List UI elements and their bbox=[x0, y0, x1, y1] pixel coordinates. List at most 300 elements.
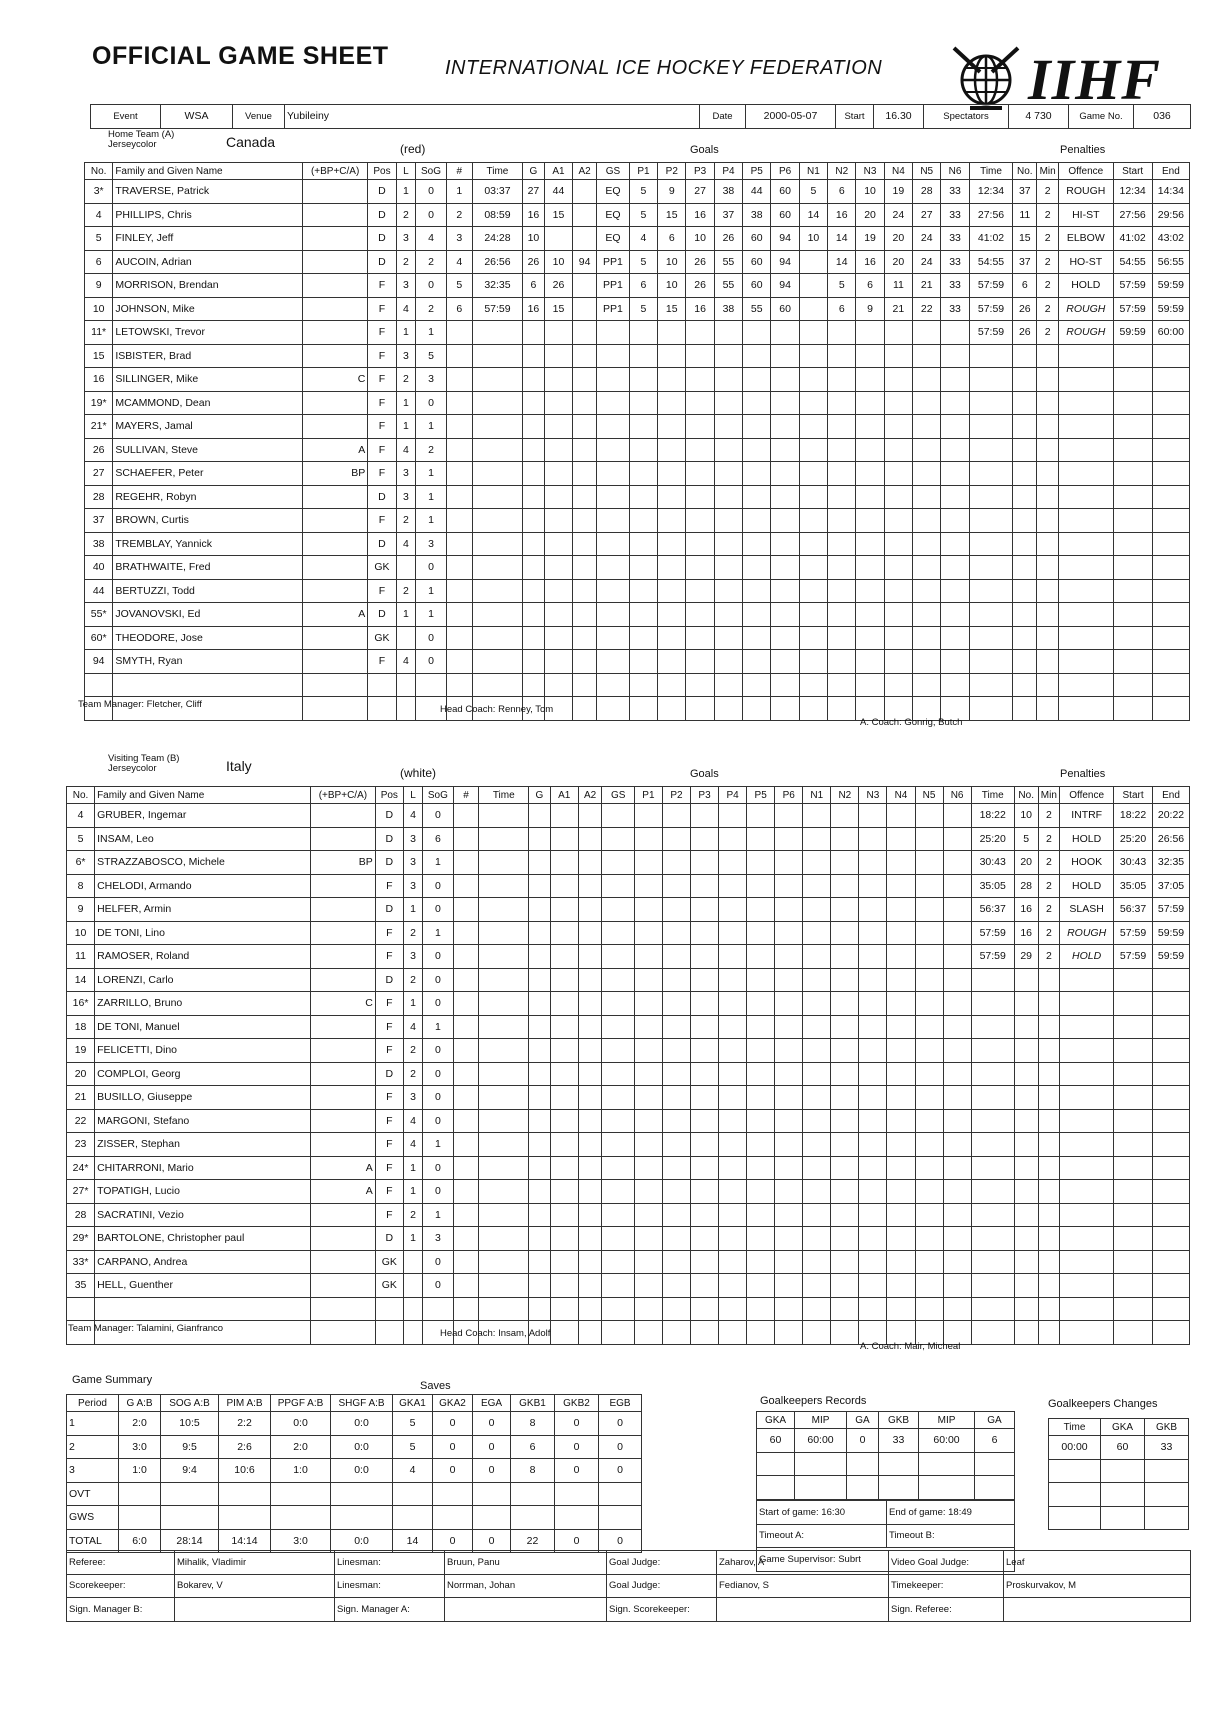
penalty-cell: 57:59 bbox=[969, 297, 1013, 321]
penalty-cell bbox=[969, 415, 1013, 439]
goal-cell: 10 bbox=[523, 227, 545, 251]
player-bp bbox=[311, 874, 376, 898]
player-pos: D bbox=[368, 250, 396, 274]
goal-cell bbox=[913, 556, 941, 580]
end-of-game: End of game: 18:49 bbox=[887, 1501, 1015, 1525]
penalty-cell bbox=[1038, 1039, 1060, 1063]
goal-cell: 6 bbox=[658, 227, 686, 251]
goal-cell bbox=[573, 462, 597, 486]
goal-cell bbox=[578, 992, 602, 1016]
goal-cell bbox=[859, 1180, 887, 1204]
table-row bbox=[85, 485, 1190, 509]
table-row bbox=[67, 827, 1190, 851]
goal-cell: 26 bbox=[686, 250, 714, 274]
penalty-cell bbox=[1038, 1015, 1060, 1039]
goal-judge-label-2: Goal Judge: bbox=[607, 1574, 717, 1598]
player-pos: F bbox=[368, 368, 396, 392]
gk-cell: 0 bbox=[847, 1429, 879, 1453]
penalty-cell: HOOK bbox=[1060, 851, 1114, 875]
goal-cell bbox=[771, 673, 799, 697]
goal-cell bbox=[479, 1062, 529, 1086]
penalty-cell bbox=[1060, 1015, 1114, 1039]
player-sog: 0 bbox=[423, 1156, 453, 1180]
player-bp: C bbox=[311, 992, 376, 1016]
goal-cell bbox=[573, 438, 597, 462]
goal-cell bbox=[799, 697, 827, 721]
table-row bbox=[67, 1435, 642, 1459]
player-l: 3 bbox=[403, 874, 422, 898]
goal-cell bbox=[573, 509, 597, 533]
goal-cell: PP1 bbox=[597, 297, 630, 321]
goal-cell bbox=[691, 921, 719, 945]
goal-cell bbox=[799, 250, 827, 274]
goal-cell bbox=[573, 227, 597, 251]
table-row bbox=[67, 804, 1190, 828]
goal-cell bbox=[550, 1156, 578, 1180]
player-no: 44 bbox=[85, 579, 113, 603]
goal-cell bbox=[887, 851, 915, 875]
goal-cell bbox=[943, 945, 971, 969]
scorekeeper-value: Bokarev, V bbox=[175, 1574, 335, 1598]
penalty-cell bbox=[971, 968, 1014, 992]
goal-cell bbox=[719, 804, 747, 828]
goal-cell bbox=[803, 1227, 831, 1251]
player-l: 4 bbox=[396, 532, 416, 556]
penalty-cell bbox=[1014, 1156, 1038, 1180]
goal-cell bbox=[597, 626, 630, 650]
home-goal-col: P5 bbox=[743, 163, 771, 180]
goal-cell bbox=[913, 344, 941, 368]
goal-cell bbox=[472, 509, 522, 533]
player-name: RAMOSER, Roland bbox=[95, 945, 311, 969]
goal-cell bbox=[831, 804, 859, 828]
goal-cell bbox=[799, 274, 827, 298]
goal-cell bbox=[578, 827, 602, 851]
player-pos: F bbox=[368, 650, 396, 674]
penalty-cell bbox=[1038, 1062, 1060, 1086]
penalty-cell bbox=[969, 556, 1013, 580]
goal-cell bbox=[915, 1133, 943, 1157]
goal-cell bbox=[544, 650, 572, 674]
goal-cell bbox=[597, 321, 630, 345]
visitor-col-name: Family and Given Name bbox=[95, 787, 311, 804]
summary-cell: 0:0 bbox=[331, 1529, 393, 1553]
goal-cell bbox=[686, 509, 714, 533]
player-l: 3 bbox=[403, 827, 422, 851]
goal-cell bbox=[446, 368, 472, 392]
goal-cell bbox=[859, 804, 887, 828]
penalty-cell bbox=[969, 368, 1013, 392]
goal-cell bbox=[602, 1156, 634, 1180]
game-supervisor: Game Supervisor: Subrt bbox=[757, 1548, 1015, 1572]
goal-cell bbox=[714, 579, 742, 603]
player-no: 27* bbox=[67, 1180, 95, 1204]
goal-cell bbox=[831, 1015, 859, 1039]
goal-cell bbox=[550, 804, 578, 828]
goal-cell bbox=[943, 827, 971, 851]
goal-cell bbox=[453, 1133, 479, 1157]
sign-manager-b-field bbox=[175, 1598, 335, 1622]
goal-cell bbox=[550, 1203, 578, 1227]
visitor-goal-col: G bbox=[529, 787, 551, 804]
goal-cell bbox=[714, 650, 742, 674]
penalty-cell bbox=[1113, 650, 1152, 674]
home-head-coach: Head Coach: Renney, Tom bbox=[440, 703, 554, 715]
goal-cell bbox=[828, 603, 856, 627]
table-row bbox=[1049, 1483, 1189, 1507]
summary-cell: 22 bbox=[511, 1529, 555, 1553]
player-pos: F bbox=[375, 945, 403, 969]
timeout-b: Timeout B: bbox=[887, 1524, 1015, 1548]
penalty-cell bbox=[1152, 673, 1189, 697]
penalty-cell bbox=[1114, 1274, 1153, 1298]
goal-cell: 10 bbox=[658, 274, 686, 298]
goal-cell bbox=[629, 603, 657, 627]
goal-cell bbox=[915, 1250, 943, 1274]
goal-cell bbox=[446, 462, 472, 486]
goal-cell bbox=[747, 898, 775, 922]
penalty-cell bbox=[1059, 579, 1113, 603]
summary-col: GKB2 bbox=[555, 1395, 599, 1412]
goal-judge-value-1: Zaharov, A bbox=[717, 1551, 889, 1575]
player-l: 3 bbox=[396, 462, 416, 486]
goal-cell bbox=[747, 1156, 775, 1180]
gk-col: MIP bbox=[795, 1412, 847, 1429]
goal-cell bbox=[719, 1203, 747, 1227]
penalty-cell bbox=[1114, 968, 1153, 992]
player-bp: BP bbox=[311, 851, 376, 875]
player-sog: 1 bbox=[416, 579, 447, 603]
visitor-goal-col: N6 bbox=[943, 787, 971, 804]
goal-cell bbox=[446, 438, 472, 462]
player-l: 3 bbox=[396, 485, 416, 509]
goal-cell bbox=[743, 532, 771, 556]
player-l: 2 bbox=[403, 921, 422, 945]
penalty-cell: 57:59 bbox=[1113, 274, 1152, 298]
goal-cell bbox=[743, 462, 771, 486]
player-bp bbox=[302, 391, 367, 415]
goal-cell bbox=[602, 1203, 634, 1227]
goal-cell bbox=[662, 921, 690, 945]
goal-cell bbox=[658, 438, 686, 462]
gk-changes-table bbox=[1048, 1418, 1189, 1530]
penalty-cell bbox=[1114, 1015, 1153, 1039]
goal-cell bbox=[662, 1156, 690, 1180]
summary-col: Period bbox=[67, 1395, 119, 1412]
goal-cell bbox=[831, 1180, 859, 1204]
goal-cell: 22 bbox=[913, 297, 941, 321]
penalty-cell: 57:59 bbox=[1114, 945, 1153, 969]
goal-cell bbox=[743, 509, 771, 533]
goal-cell bbox=[544, 509, 572, 533]
penalty-cell bbox=[1114, 992, 1153, 1016]
timeout-a: Timeout A: bbox=[757, 1524, 887, 1548]
goal-cell bbox=[662, 1133, 690, 1157]
table-row bbox=[1049, 1459, 1189, 1483]
sign-referee: Sign. Referee: bbox=[889, 1598, 1004, 1622]
goal-cell: 03:37 bbox=[472, 180, 522, 204]
penalty-cell: 60:00 bbox=[1152, 321, 1189, 345]
summary-cell: 0 bbox=[555, 1459, 599, 1483]
player-sog bbox=[416, 673, 447, 697]
player-l: 1 bbox=[396, 415, 416, 439]
goal-cell bbox=[775, 1203, 803, 1227]
player-no: 14 bbox=[67, 968, 95, 992]
penalty-cell bbox=[1014, 1227, 1038, 1251]
player-l: 2 bbox=[403, 1203, 422, 1227]
goal-cell bbox=[887, 1180, 915, 1204]
penalty-cell bbox=[1013, 509, 1037, 533]
goal-cell bbox=[634, 992, 662, 1016]
penalty-cell bbox=[1059, 438, 1113, 462]
player-name: LORENZI, Carlo bbox=[95, 968, 311, 992]
goal-cell: 27 bbox=[913, 203, 941, 227]
goal-cell: 21 bbox=[913, 274, 941, 298]
penalty-cell bbox=[1153, 1109, 1190, 1133]
goal-cell bbox=[913, 509, 941, 533]
goal-cell bbox=[859, 1297, 887, 1321]
player-no: 18 bbox=[67, 1015, 95, 1039]
summary-cell: 3:0 bbox=[271, 1529, 331, 1553]
goal-cell bbox=[658, 626, 686, 650]
penalty-cell bbox=[969, 485, 1013, 509]
table-row bbox=[67, 992, 1190, 1016]
sign-manager-a-field bbox=[445, 1598, 607, 1622]
player-no: 5 bbox=[85, 227, 113, 251]
goal-cell bbox=[884, 462, 912, 486]
goal-cell bbox=[915, 921, 943, 945]
goal-cell bbox=[662, 1039, 690, 1063]
goal-cell: 5 bbox=[629, 250, 657, 274]
goal-cell bbox=[803, 898, 831, 922]
goal-cell bbox=[884, 415, 912, 439]
goal-cell bbox=[529, 1156, 551, 1180]
goal-cell bbox=[803, 1156, 831, 1180]
goal-cell bbox=[629, 626, 657, 650]
player-l: 3 bbox=[396, 274, 416, 298]
goal-cell bbox=[856, 556, 884, 580]
goal-cell bbox=[714, 368, 742, 392]
visitor-col-l: L bbox=[403, 787, 422, 804]
table-row bbox=[85, 274, 1190, 298]
summary-col: SOG A:B bbox=[161, 1395, 219, 1412]
player-sog: 3 bbox=[416, 532, 447, 556]
goal-cell: 44 bbox=[544, 180, 572, 204]
goal-cell bbox=[799, 438, 827, 462]
goal-cell bbox=[714, 415, 742, 439]
penalty-cell bbox=[1153, 1297, 1190, 1321]
penalty-cell bbox=[971, 1250, 1014, 1274]
goal-cell bbox=[915, 1086, 943, 1110]
goal-cell bbox=[529, 1086, 551, 1110]
summary-cell: 0:0 bbox=[331, 1459, 393, 1483]
goal-cell bbox=[771, 462, 799, 486]
penalty-cell bbox=[971, 1086, 1014, 1110]
penalty-cell: 30:43 bbox=[971, 851, 1014, 875]
player-bp bbox=[311, 1227, 376, 1251]
goal-cell bbox=[573, 603, 597, 627]
penalty-cell bbox=[1038, 1133, 1060, 1157]
player-l: 2 bbox=[396, 250, 416, 274]
goal-cell bbox=[799, 556, 827, 580]
table-row bbox=[67, 1180, 1190, 1204]
goal-cell bbox=[828, 579, 856, 603]
goal-cell: 33 bbox=[941, 274, 969, 298]
goal-cell bbox=[743, 415, 771, 439]
gk-col: GA bbox=[975, 1412, 1015, 1429]
goal-cell: 6 bbox=[446, 297, 472, 321]
spectators-value: 4 730 bbox=[1009, 105, 1069, 129]
goal-cell bbox=[602, 1180, 634, 1204]
visitor-assistant-coach: A. Coach: Mair, Micheal bbox=[860, 1340, 961, 1352]
home-col-sog: SoG bbox=[416, 163, 447, 180]
visitor-head-coach: Head Coach: Insam, Adolf bbox=[440, 1327, 551, 1339]
goal-cell bbox=[913, 579, 941, 603]
player-name: GRUBER, Ingemar bbox=[95, 804, 311, 828]
player-pos: F bbox=[375, 874, 403, 898]
penalty-cell: 18:22 bbox=[971, 804, 1014, 828]
goal-cell bbox=[578, 1109, 602, 1133]
penalty-cell bbox=[1114, 1250, 1153, 1274]
goal-cell bbox=[529, 1274, 551, 1298]
goal-cell bbox=[446, 391, 472, 415]
penalty-cell bbox=[1013, 603, 1037, 627]
player-bp bbox=[302, 203, 367, 227]
goal-cell bbox=[658, 556, 686, 580]
goal-cell bbox=[714, 321, 742, 345]
goal-cell bbox=[446, 485, 472, 509]
goal-cell bbox=[634, 1086, 662, 1110]
player-bp bbox=[311, 1297, 376, 1321]
goal-cell bbox=[529, 1180, 551, 1204]
goal-cell bbox=[775, 1227, 803, 1251]
goal-cell bbox=[913, 391, 941, 415]
goal-cell bbox=[831, 1227, 859, 1251]
visitor-goal-col: A2 bbox=[578, 787, 602, 804]
goal-cell bbox=[943, 1062, 971, 1086]
goal-cell bbox=[479, 1250, 529, 1274]
gk-cell bbox=[879, 1476, 919, 1500]
goal-cell bbox=[629, 344, 657, 368]
player-no: 35 bbox=[67, 1274, 95, 1298]
goal-cell bbox=[859, 1133, 887, 1157]
goal-cell bbox=[686, 415, 714, 439]
visitor-col-bp: (+BP+C/A) bbox=[311, 787, 376, 804]
goal-cell bbox=[578, 1062, 602, 1086]
goal-cell bbox=[771, 509, 799, 533]
goal-cell bbox=[775, 1015, 803, 1039]
penalty-cell bbox=[1014, 1203, 1038, 1227]
goal-cell bbox=[859, 1203, 887, 1227]
goal-cell bbox=[859, 945, 887, 969]
goal-cell bbox=[597, 532, 630, 556]
goal-cell bbox=[719, 945, 747, 969]
goal-cell bbox=[446, 532, 472, 556]
goal-cell: 94 bbox=[573, 250, 597, 274]
player-bp bbox=[302, 673, 367, 697]
penalty-cell bbox=[971, 1274, 1014, 1298]
goal-cell bbox=[629, 391, 657, 415]
player-bp: BP bbox=[302, 462, 367, 486]
saves-label: Saves bbox=[420, 1380, 451, 1392]
penalty-cell: 59:59 bbox=[1153, 921, 1190, 945]
player-no: 8 bbox=[67, 874, 95, 898]
home-jersey-color: (red) bbox=[400, 142, 426, 156]
goal-cell bbox=[634, 827, 662, 851]
player-name: BUSILLO, Giuseppe bbox=[95, 1086, 311, 1110]
penalty-cell: HOLD bbox=[1060, 874, 1114, 898]
goal-cell: 15 bbox=[658, 203, 686, 227]
goal-cell bbox=[799, 297, 827, 321]
goal-cell bbox=[859, 1015, 887, 1039]
goal-cell bbox=[941, 556, 969, 580]
goal-cell bbox=[799, 321, 827, 345]
goal-cell bbox=[597, 673, 630, 697]
player-l: 2 bbox=[396, 509, 416, 533]
goal-cell bbox=[803, 1109, 831, 1133]
goal-cell bbox=[662, 1203, 690, 1227]
table-row bbox=[85, 415, 1190, 439]
table-row bbox=[85, 391, 1190, 415]
goal-cell bbox=[714, 344, 742, 368]
player-name: MARGONI, Stefano bbox=[95, 1109, 311, 1133]
date-label: Date bbox=[700, 105, 746, 129]
player-sog: 2 bbox=[416, 438, 447, 462]
goal-cell bbox=[915, 1180, 943, 1204]
table-row bbox=[85, 626, 1190, 650]
summary-cell: 2:0 bbox=[271, 1435, 331, 1459]
goal-cell: 08:59 bbox=[472, 203, 522, 227]
goal-cell bbox=[634, 874, 662, 898]
goal-cell bbox=[941, 391, 969, 415]
penalty-cell bbox=[1014, 992, 1038, 1016]
visitor-goal-col: Time bbox=[479, 787, 529, 804]
goal-cell bbox=[747, 1133, 775, 1157]
goal-cell bbox=[634, 851, 662, 875]
penalty-cell bbox=[971, 1156, 1014, 1180]
player-l: 4 bbox=[396, 650, 416, 674]
goal-cell bbox=[941, 438, 969, 462]
goal-cell bbox=[831, 1156, 859, 1180]
penalty-cell: 16 bbox=[1014, 898, 1038, 922]
goal-cell bbox=[714, 532, 742, 556]
goal-cell bbox=[719, 1274, 747, 1298]
player-pos: D bbox=[375, 1227, 403, 1251]
goal-cell bbox=[915, 1039, 943, 1063]
visitor-roster-table bbox=[66, 786, 1190, 1345]
summary-col: G A:B bbox=[119, 1395, 161, 1412]
goal-cell bbox=[662, 1062, 690, 1086]
player-name: FELICETTI, Dino bbox=[95, 1039, 311, 1063]
penalty-cell bbox=[1060, 1062, 1114, 1086]
goal-cell bbox=[597, 344, 630, 368]
home-goals-title: Goals bbox=[690, 144, 719, 156]
goal-cell bbox=[658, 344, 686, 368]
table-row bbox=[67, 898, 1190, 922]
penalty-cell bbox=[1060, 1274, 1114, 1298]
goal-cell: 15 bbox=[544, 203, 572, 227]
goal-cell bbox=[747, 945, 775, 969]
goal-cell bbox=[691, 1250, 719, 1274]
gkc-cell bbox=[1145, 1483, 1189, 1507]
goal-cell: 16 bbox=[828, 203, 856, 227]
player-bp bbox=[302, 321, 367, 345]
goal-cell bbox=[856, 344, 884, 368]
penalty-cell bbox=[1037, 532, 1059, 556]
goal-cell: 33 bbox=[941, 203, 969, 227]
penalty-cell: 41:02 bbox=[969, 227, 1013, 251]
goal-cell bbox=[831, 1109, 859, 1133]
